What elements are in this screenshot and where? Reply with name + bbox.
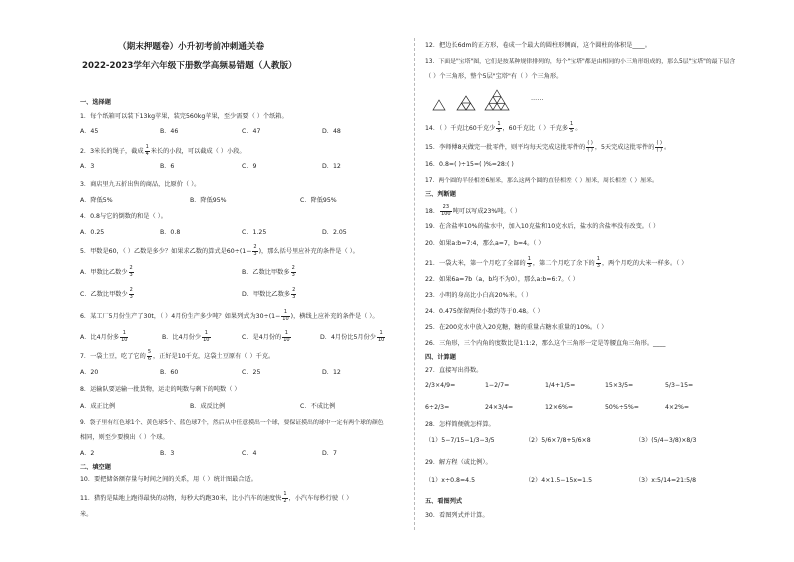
calc-item: 24×3/4= xyxy=(485,404,514,411)
question-10: 10．要把储备额存量与时间之间的关系，用（ ）统计图最合适。 xyxy=(80,476,257,483)
option: C．1.25 xyxy=(242,229,267,236)
section-heading: 五、看图列式 xyxy=(425,498,463,505)
option: A．降低5% xyxy=(80,197,113,204)
question-22: 22．如果6a=7b（a，b均不为0），那么a:b=6:7。（ ） xyxy=(425,276,579,283)
fraction: $\frac{1}{10}$ xyxy=(282,309,289,322)
option: C．不成比例 xyxy=(300,403,336,410)
option: B．成反比例 xyxy=(190,403,226,410)
calc-item: 6÷2/3= xyxy=(425,404,450,411)
calc-item: 12×6%= xyxy=(545,404,574,411)
section-heading: 三、判断题 xyxy=(425,191,456,198)
question-19: 19．在含盐率10%的盐水中，加入10克盐和10克水后，盐水的含盐率没有改变。（ ） xyxy=(425,223,660,230)
q6-option-b: B．比4月份少 $\frac{1}{10}$ xyxy=(162,330,210,343)
question-2 xyxy=(80,145,246,157)
exam-title: （期末押题卷）小升初考前冲刺通关卷 xyxy=(118,42,265,52)
option: A．2 xyxy=(80,450,95,457)
question-13-cont: （ ）个三角形，整个5层"宝塔"有（ ）个三角形。 xyxy=(425,73,563,80)
option: C．25 xyxy=(242,369,261,376)
question-21: 21．一袋大米，第一个月吃了全部的 $\frac{1}{3}$ ，第二个月吃了余下的 $\frac{1}{3}$ ，两个月吃的大米一样多。（ ） xyxy=(425,256,688,269)
question-4: 4．0.8与它的倒数的和是（ ）。 xyxy=(80,213,167,220)
calc-item: 50%÷5%= xyxy=(605,404,639,411)
option: A．45 xyxy=(80,128,99,135)
triangle-pagoda-1 xyxy=(433,100,445,110)
question-12: 12．把边长6dm的正方形，卷成一个最大的圆柱形侧面，这个圆柱的体积是____。 xyxy=(425,42,651,49)
question-text: 米长的小段，可以截成（ ）小段。 xyxy=(150,148,246,155)
option: B．46 xyxy=(160,128,179,135)
option: D．48 xyxy=(322,128,341,135)
question-11-cont: 米。 xyxy=(80,511,93,518)
question-24: 24．0.475保留两位小数约等于0.48。（ ） xyxy=(425,308,544,315)
option: D．7 xyxy=(322,450,337,457)
question-23: 23．小明的身高比小白高20%米。（ ） xyxy=(425,292,533,299)
option: D．12 xyxy=(322,369,341,376)
calc-item: 2/3×4/9= xyxy=(425,382,456,389)
option: C．4 xyxy=(242,450,257,457)
question-20: 20．如果a:b=7:4，那么a=7，b=4。（ ） xyxy=(425,240,545,247)
question-25: 25．在200克水中放入20克糖，糖的重量占糖水重量的10%。（ ） xyxy=(425,324,608,331)
q5-option-b: B．乙数比甲数多 $\frac{2}{3}$ xyxy=(242,265,295,278)
calc-item: （2）5/6×7/8+5/6×8 xyxy=(525,437,591,444)
question-27: 27．直接写出得数。 xyxy=(425,367,483,374)
triangle-pagoda-2 xyxy=(457,96,475,110)
question-7: 7．一袋土豆，吃了它的 $\frac{5}{6}$ ，正好是10千克，这袋土豆原有（ ）千克。 xyxy=(80,349,275,362)
question-11: 11．猎豹是陆地上跑得最快的动物，每秒大约跑30米，比小汽车的速度快 $\frac{1}{2}$ ，小汽车每秒行驶（ ） xyxy=(80,491,353,504)
option: C．47 xyxy=(242,128,261,135)
option: C．降低95% xyxy=(300,197,337,204)
question-5: 5．甲数是60，（ ）乙数是多少？如果求乙数的算式是60÷(1− $\frac{2}{3}$ )，那么括号里应补充的条件是（ ）。 xyxy=(80,244,359,257)
triangle-pagoda-3 xyxy=(485,90,509,110)
calc-item: 1/4+1/5= xyxy=(545,382,576,389)
option: B．降低95% xyxy=(190,197,227,204)
calc-item: （3）x:5/14=21:5/8 xyxy=(635,477,697,484)
section-heading: 二、填空题 xyxy=(80,464,111,471)
question-8: 8．运输队要运输一批货物，运走的吨数与剩下的吨数（ ） xyxy=(80,386,241,393)
calc-item: 1−2/7= xyxy=(485,382,510,389)
fraction: $\frac{1}{4}$ xyxy=(145,144,149,157)
question-9: 9．袋子里有红色球1个、黄色球5个、蓝色球7个，然后从中任意摸出一个球，要保证摸出的球中一定有两个球的颜色 xyxy=(80,420,384,426)
question-17: 17．两个圆的半径相差6厘米，那么这两个圆的直径相差（ ）厘米，周长相差（ ）厘米。 xyxy=(425,178,658,184)
option: B．3 xyxy=(160,450,175,457)
q5-option-c: C．乙数比甲数少 $\frac{2}{3}$ xyxy=(80,287,133,300)
question-13: 13．下面是"宝塔"图，它们是按某种规律排列的，每个"宝塔"都是由相同的小三角形组成的，那么5层"宝塔"的最下层含 xyxy=(425,59,736,65)
question-16: 16．0.8=( )÷15=( )%=28:( ) xyxy=(425,161,514,168)
pagoda-ellipsis: …… xyxy=(531,95,544,102)
option: A．0.25 xyxy=(80,229,105,236)
option: A．20 xyxy=(80,369,99,376)
fraction: $\frac{1}{2}$ xyxy=(283,491,287,504)
question-30: 30．看图列式并计算。 xyxy=(425,512,489,519)
blank-fraction: $\frac{( )}{( )}$ xyxy=(656,140,662,153)
calc-item: （1）5−7/15−1/3−3/5 xyxy=(425,437,495,444)
question-6: 6．某工厂5月份生产了30t，（ ）4月份生产多少吨？如果列式为30÷(1− $\frac{1}{10}$ )，横线上应补充的条件是（ ）。 xyxy=(80,309,379,322)
blank-fraction: $\frac{( )}{( )}$ xyxy=(587,140,593,153)
option: A．3 xyxy=(80,163,95,170)
calc-item: （3）(5/4−3/8)×8/3 xyxy=(635,437,697,444)
question-26: 26．三角形，三个内角的度数比是1:1:2，那么这个三角形一定是等腰直角三角形。____ xyxy=(425,340,666,347)
column-divider xyxy=(414,38,415,530)
option: C．9 xyxy=(242,163,257,170)
question-15: 15．李师傅8天做完一批零件，则平均每天完成这批零件的 $\frac{( )}{( )}$ ，5天完成这批零件的 $\frac{( )}{( )}$ 。 xyxy=(425,140,671,153)
calc-item: （2）4×1.5−15x=1.5 xyxy=(525,477,593,484)
calc-item: 15×3/5= xyxy=(605,382,634,389)
option: B．0.8 xyxy=(160,229,181,236)
q6-option-a: A．比4月份多 $\frac{1}{10}$ xyxy=(80,330,128,343)
option: D．2.05 xyxy=(322,229,347,236)
calc-item: 4×2%= xyxy=(665,404,690,411)
option: B．60 xyxy=(160,369,179,376)
question-text: 2．3米长的绳子，截成 xyxy=(80,148,144,155)
question-3: 3．商店里九五折出售的商品，比原价（ ）。 xyxy=(80,181,201,188)
calc-item: 5/3−15= xyxy=(665,382,694,389)
question-29: 29．解方程（或比例）。 xyxy=(425,459,492,466)
q5-option-a: A．甲数比乙数少 $\frac{2}{3}$ xyxy=(80,265,133,278)
fraction: $\frac{5}{6}$ xyxy=(147,349,151,362)
q5-option-d: D．甲数比乙数多 $\frac{2}{3}$ xyxy=(242,287,296,300)
question-14: 14．（ ）千克比60千克少 $\frac{1}{5}$ ，60千克比（ ）千克多 $\frac{1}{5}$ 。 xyxy=(425,121,582,134)
option: A．成正比例 xyxy=(80,403,116,410)
q6-option-d: D．4月份比5月份少 $\frac{1}{10}$ xyxy=(320,330,385,343)
section-heading: 一、选择题 xyxy=(80,99,111,106)
question-1: 1．每个纸箱可以装下13kg苹果，装完560kg苹果，至少需要（ ）个纸箱。 xyxy=(80,113,288,120)
exam-subtitle: 2022-2023学年六年级下册数学高频易错题（人教版） xyxy=(82,61,297,71)
option: D．12 xyxy=(322,163,341,170)
calc-item: （1）x÷0.8=4.5 xyxy=(425,477,476,484)
question-28: 28．怎样简便就怎样算。 xyxy=(425,421,495,428)
section-heading: 四、计算题 xyxy=(425,354,456,361)
option: B．6 xyxy=(160,163,175,170)
question-9-cont: 相同，则至少要摸出（ ）个球。 xyxy=(80,434,169,441)
question-18: 18． $\frac{23}{100}$ 吨可以写成23%吨。（ ） xyxy=(425,204,521,217)
q6-option-c: C．是4月份的 $\frac{1}{10}$ xyxy=(242,330,290,343)
fraction: $\frac{2}{3}$ xyxy=(253,244,257,257)
